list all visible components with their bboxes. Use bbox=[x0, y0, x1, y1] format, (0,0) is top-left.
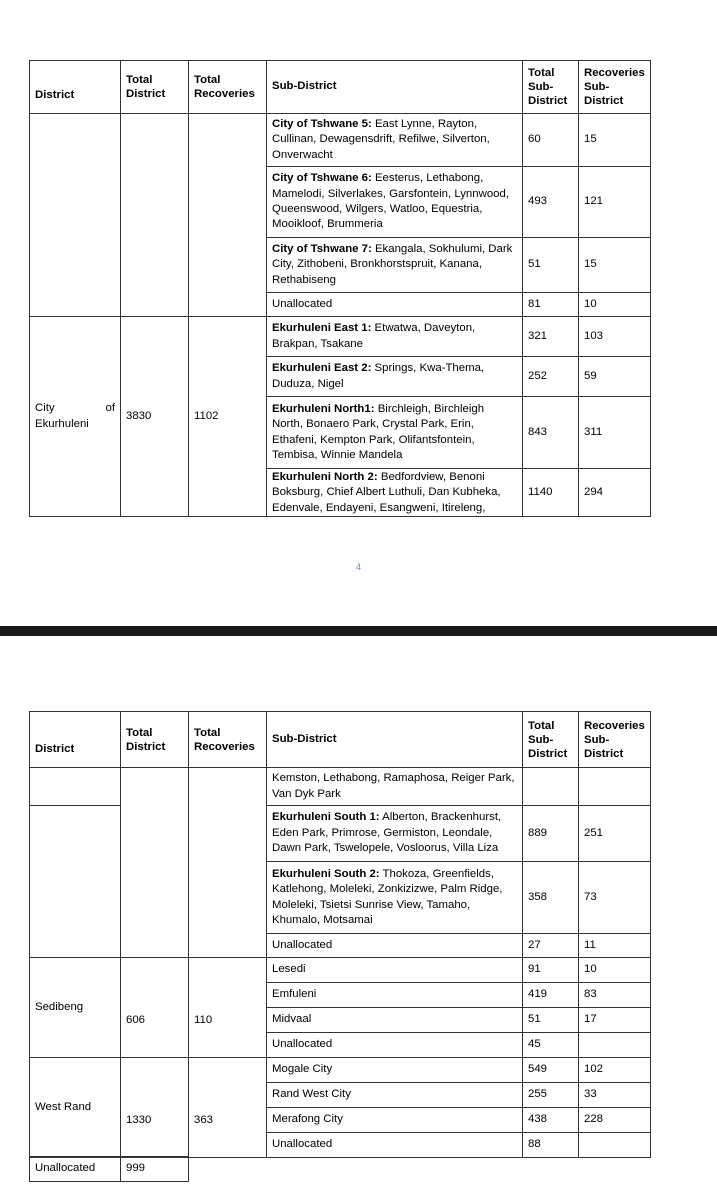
district-cell-empty bbox=[30, 768, 121, 806]
table-header-row bbox=[30, 61, 651, 114]
sub-district-cell: Unallocated bbox=[267, 1033, 523, 1058]
total-district-cell: 1330 bbox=[121, 1058, 189, 1158]
district-cell-west-rand: West Rand bbox=[30, 1058, 121, 1158]
table-row bbox=[30, 1058, 651, 1083]
sub-district-cell: City of Tshwane 6: Eesterus, Lethabong, Mamelodi, Silverlakes, Garsfontein, Lynnwood, Queenswood, Wilgers, Watloo, Equestria, Mooikloof, Brummeria bbox=[267, 167, 523, 238]
header-total-district: Total District bbox=[121, 61, 189, 114]
header-recoveries-sub-district: Recoveries Sub-District bbox=[579, 712, 651, 768]
recoveries-sub-district-cell: 33 bbox=[579, 1083, 651, 1108]
total-sub-district-cell: 889 bbox=[523, 806, 579, 862]
total-sub-district-cell: 843 bbox=[523, 397, 579, 469]
sub-district-cell: Midvaal bbox=[267, 1008, 523, 1033]
total-sub-district-cell: 438 bbox=[523, 1108, 579, 1133]
document-page-5 bbox=[0, 636, 717, 1200]
recoveries-sub-district-cell: 102 bbox=[579, 1058, 651, 1083]
sub-district-cell: Kemston, Lethabong, Ramaphosa, Reiger Park, Van Dyk Park bbox=[267, 768, 523, 806]
recoveries-sub-district-cell bbox=[579, 768, 651, 806]
total-sub-district-cell: 493 bbox=[523, 167, 579, 238]
recoveries-sub-district-cell: 15 bbox=[579, 114, 651, 167]
sub-district-cell: Merafong City bbox=[267, 1108, 523, 1133]
total-sub-district-cell: 549 bbox=[523, 1058, 579, 1083]
header-district: District bbox=[30, 712, 121, 768]
header-total-recoveries: Total Recoveries bbox=[189, 712, 267, 768]
sub-district-cell: City of Tshwane 5: East Lynne, Rayton, Cullinan, Dewagensdrift, Refilwe, Silverton, Onverwacht bbox=[267, 114, 523, 167]
header-sub-district: Sub-District bbox=[267, 712, 523, 768]
page-divider bbox=[0, 626, 717, 636]
table-row bbox=[30, 317, 651, 357]
sub-district-cell: Mogale City bbox=[267, 1058, 523, 1083]
table-row bbox=[30, 958, 651, 983]
recoveries-sub-district-cell bbox=[579, 1133, 651, 1158]
total-district-cell: 606 bbox=[121, 958, 189, 1058]
total-sub-district-cell: 255 bbox=[523, 1083, 579, 1108]
recoveries-sub-district-cell: 15 bbox=[579, 238, 651, 293]
total-sub-district-cell: 27 bbox=[523, 934, 579, 958]
header-total-sub-district: Total Sub-District bbox=[523, 61, 579, 114]
table-header-row bbox=[30, 712, 651, 768]
total-district-cell-empty bbox=[121, 114, 189, 317]
header-recoveries-sub-district: Recoveries Sub-District bbox=[579, 61, 651, 114]
sub-district-cell: Unallocated bbox=[267, 1133, 523, 1158]
total-sub-district-cell: 91 bbox=[523, 958, 579, 983]
header-total-recoveries: Total Recoveries bbox=[189, 61, 267, 114]
total-sub-district-cell: 419 bbox=[523, 983, 579, 1008]
sub-district-cell: Emfuleni bbox=[267, 983, 523, 1008]
page-number: 4 bbox=[355, 562, 361, 572]
table-row bbox=[30, 768, 651, 806]
header-sub-district: Sub-District bbox=[267, 61, 523, 114]
header-total-sub-district: Total Sub-District bbox=[523, 712, 579, 768]
total-sub-district-cell: 88 bbox=[523, 1133, 579, 1158]
district-cell-empty bbox=[30, 806, 121, 958]
sub-district-cell: Ekurhuleni East 1: Etwatwa, Daveyton, Brakpan, Tsakane bbox=[267, 317, 523, 357]
total-sub-district-cell: 81 bbox=[523, 293, 579, 317]
recoveries-table-page-5 bbox=[29, 711, 651, 1158]
total-recoveries-cell: 110 bbox=[189, 958, 267, 1058]
recoveries-sub-district-cell bbox=[579, 1033, 651, 1058]
recoveries-sub-district-cell: 311 bbox=[579, 397, 651, 469]
total-recoveries-cell: 1102 bbox=[189, 317, 267, 517]
recoveries-sub-district-cell: 73 bbox=[579, 862, 651, 934]
total-sub-district-cell: 60 bbox=[523, 114, 579, 167]
sub-district-cell: Ekurhuleni South 1: Alberton, Brackenhurst, Eden Park, Primrose, Germiston, Leondale, Dawn Park, Tswelopele, Vosloorus, Villa Liza bbox=[267, 806, 523, 862]
sub-district-cell: Ekurhuleni South 2: Thokoza, Greenfields, Katlehong, Moleleki, Zonkizizwe, Palm Ridge, Moleleki, Tsietsi Sunrise View, Tamaho, Khumalo, Motsamai bbox=[267, 862, 523, 934]
header-total-district: Total District bbox=[121, 712, 189, 768]
recoveries-sub-district-cell: 294 bbox=[579, 469, 651, 517]
total-recoveries-cell-empty bbox=[189, 768, 267, 958]
total-sub-district-cell: 51 bbox=[523, 1008, 579, 1033]
district-cell-ekurhuleni: City of Ekurhuleni bbox=[30, 317, 121, 517]
table-row bbox=[30, 114, 651, 167]
sub-district-cell: Ekurhuleni North 2: Bedfordview, Benoni Boksburg, Chief Albert Luthuli, Dan Kubheka, Edenvale, Endayeni, Esangweni, Itireleng, bbox=[267, 469, 523, 517]
recoveries-sub-district-cell: 251 bbox=[579, 806, 651, 862]
sub-district-cell: Ekurhuleni North1: Birchleigh, Birchleigh North, Bonaero Park, Crystal Park, Erin, Ethafeni, Kempton Park, Olifantsfontein, Tembisa, Winnie Mandela bbox=[267, 397, 523, 469]
recoveries-sub-district-cell: 17 bbox=[579, 1008, 651, 1033]
header-district: District bbox=[30, 61, 121, 114]
total-sub-district-cell: 321 bbox=[523, 317, 579, 357]
recoveries-sub-district-cell: 103 bbox=[579, 317, 651, 357]
recoveries-sub-district-cell: 10 bbox=[579, 958, 651, 983]
recoveries-sub-district-cell: 11 bbox=[579, 934, 651, 958]
recoveries-sub-district-cell: 83 bbox=[579, 983, 651, 1008]
unallocated-district-table bbox=[29, 1156, 189, 1182]
total-district-cell: 3830 bbox=[121, 317, 189, 517]
sub-district-cell: City of Tshwane 7: Ekangala, Sokhulumi, Dark City, Zithobeni, Bronkhorstspruit, Kanana, Rethabiseng bbox=[267, 238, 523, 293]
total-sub-district-cell: 45 bbox=[523, 1033, 579, 1058]
total-district-cell: 999 bbox=[121, 1157, 189, 1182]
sub-district-cell: Unallocated bbox=[267, 293, 523, 317]
district-cell-sedibeng: Sedibeng bbox=[30, 958, 121, 1058]
recoveries-sub-district-cell: 59 bbox=[579, 357, 651, 397]
sub-district-cell: Ekurhuleni East 2: Springs, Kwa-Thema, Duduza, Nigel bbox=[267, 357, 523, 397]
total-sub-district-cell bbox=[523, 768, 579, 806]
district-cell-unallocated: Unallocated bbox=[30, 1157, 121, 1182]
total-sub-district-cell: 51 bbox=[523, 238, 579, 293]
district-cell-empty bbox=[30, 114, 121, 317]
sub-district-cell: Lesedi bbox=[267, 958, 523, 983]
recoveries-sub-district-cell: 10 bbox=[579, 293, 651, 317]
total-recoveries-cell-empty bbox=[189, 114, 267, 317]
sub-district-cell: Unallocated bbox=[267, 934, 523, 958]
recoveries-sub-district-cell: 228 bbox=[579, 1108, 651, 1133]
sub-district-cell: Rand West City bbox=[267, 1083, 523, 1108]
total-recoveries-cell: 363 bbox=[189, 1058, 267, 1158]
recoveries-table-page-4 bbox=[29, 60, 651, 517]
total-sub-district-cell: 358 bbox=[523, 862, 579, 934]
table-row bbox=[30, 1157, 189, 1182]
recoveries-sub-district-cell: 121 bbox=[579, 167, 651, 238]
total-district-cell-empty bbox=[121, 768, 189, 958]
total-sub-district-cell: 252 bbox=[523, 357, 579, 397]
total-sub-district-cell: 1140 bbox=[523, 469, 579, 517]
